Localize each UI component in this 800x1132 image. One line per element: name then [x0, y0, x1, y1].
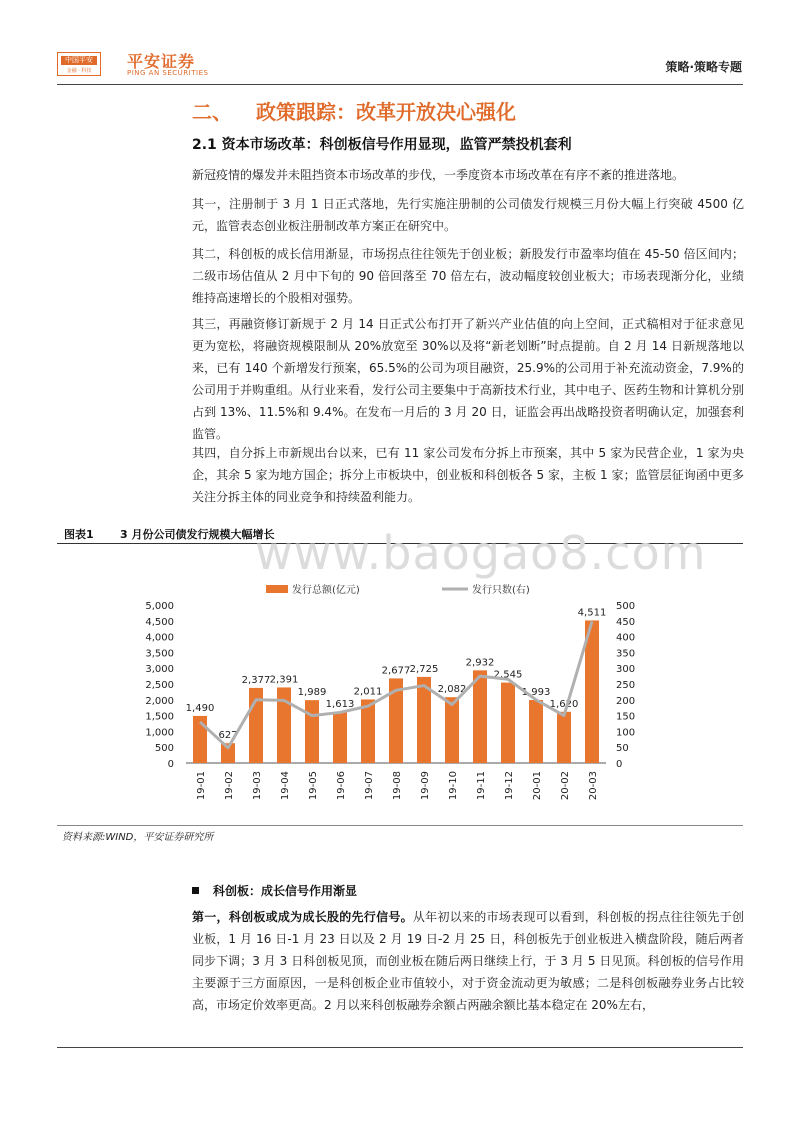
source-divider	[57, 825, 743, 826]
paragraph-body: 从年初以来的市场表现可以看到，科创板的拐点往往领先于创业板，1 月 16 日-1 月 23 日以及 2 月 19 日-2 月 25 日，科创板先于创业板进入横盘阶段，随后两者同步下调；3 月 3 日科创板见顶，而创业板在随后两日继续上行，于 3 月 5 日见顶。科创板的信号作用主要源于三方面原因，一是科创板企业市值较小，对于资金流动更为敏感；二是科创板融券业务占比较高，市场定价效率更高。2 月以来科创板融券余额占两融余额比基本稳定在 20%左右，	[192, 910, 744, 1012]
left-tick-label: 5,000	[145, 601, 174, 612]
left-tick-label: 2,000	[145, 695, 174, 707]
right-tick-label: 100	[616, 727, 636, 739]
x-tick-label: 19-05	[308, 771, 319, 801]
bar-value-label: 2,545	[493, 669, 523, 681]
left-tick-label: 3,000	[145, 664, 174, 676]
paragraph-4: 其四，自分拆上市新规出台以来，已有 11 家公司发布分拆上市预案，其中 5 家为民营企业，1 家为央企，其余 5 家为地方国企；拆分上市板块中，创业板和科创板各 5 家，主板 1 家；监管层征询函中更多关注分拆主体的同业竞争和持续盈利能力。	[192, 446, 744, 504]
right-tick-label: 50	[616, 743, 629, 755]
x-tick-label: 19-09	[420, 771, 431, 801]
chart-legend	[266, 583, 530, 596]
bar	[333, 712, 347, 763]
bar-value-label: 1,620	[549, 698, 579, 710]
right-tick-label: 150	[616, 711, 636, 723]
right-tick-label: 450	[616, 616, 636, 628]
right-tick-label: 0	[616, 759, 623, 770]
x-tick-label: 19-12	[504, 771, 515, 801]
bar-value-label: 1,993	[521, 687, 551, 699]
bar-value-label: 2,725	[409, 663, 439, 675]
paragraph-2: 其二，科创板的成长信用渐显，市场拐点往往领先于创业板；新股发行市盈率均值在 45-50 倍区间内；二级市场估值从 2 月中下旬的 90 倍回落至 70 倍左右，波动幅度较创业板大；市场表现渐分化，业绩维持高速增长的个股相对强势。	[192, 247, 744, 305]
right-axis	[616, 601, 635, 770]
brand-name-en: PING AN SECURITIES	[127, 69, 209, 77]
left-tick-label: 4,500	[145, 616, 174, 628]
paragraph-1: 其一，注册制于 3 月 1 日正式落地，先行实施注册制的公司债发行规模三月份大幅上行突破 4500 亿元，监管表态创业板注册制改革方案正在研究中。	[192, 197, 744, 233]
x-tick-label: 19-06	[336, 771, 347, 801]
x-tick-label: 19-07	[364, 771, 375, 801]
right-tick-label: 200	[616, 695, 636, 707]
legend-bar-label: 发行总额(亿元)	[292, 585, 360, 596]
x-tick-label: 20-02	[560, 771, 571, 801]
brand-name-cn: 平安证券	[127, 52, 196, 71]
paragraph-lead: 第一，科创板或成为成长股的先行信号。	[192, 910, 413, 924]
right-tick-label: 300	[616, 664, 636, 676]
bar	[473, 670, 487, 763]
subsection-heading: 2.1 资本市场改革：科创板信号作用显现，监管严禁投机套利	[192, 137, 572, 153]
paragraph-intro: 新冠疫情的爆发并未阻挡资本市场改革的步伐，一季度资本市场改革在有序不紊的推进落地。	[192, 168, 685, 182]
left-tick-label: 500	[154, 743, 174, 755]
right-tick-label: 350	[616, 648, 636, 660]
bar-value-label: 2,932	[465, 657, 495, 669]
right-tick-label: 400	[616, 632, 636, 644]
x-tick-label: 19-03	[252, 771, 263, 801]
bar-value-label: 627	[218, 730, 238, 742]
paragraph-kechuang	[192, 906, 744, 1016]
footer-divider	[57, 1047, 743, 1048]
bar	[361, 699, 375, 763]
x-tick-label: 19-08	[392, 771, 403, 801]
figure-title: 3 月份公司债发行规模大幅增长	[120, 528, 275, 541]
bar	[445, 697, 459, 763]
logo-sub: 金融 · 科技	[66, 68, 92, 74]
bar	[305, 700, 319, 763]
bar	[501, 683, 515, 763]
paragraph-3: 其三，再融资修订新规于 2 月 14 日正式公布打开了新兴产业估值的向上空间，正式稿相对于征求意见更为宽松，将融资规模限制从 20%放宽至 30%以及将“新老划断”时点提前。自 2 月 14 日新规落地以来，已有 140 个新增发行预案，65.5%的公司为项目融资，25.9%的公司用于补充流动资金，7.9%的公司用于并购重组。从行业来看，发行公司主要集中于高新技术行业，其中电子、医药生物和计算机分别占到 13%、11.5%和 9.4%。在发布一月后的 3 月 20 日，证监会再出战略投资者明确认定，加强套利监管。	[192, 317, 745, 441]
x-tick-label: 20-01	[532, 771, 543, 801]
x-tick-label: 20-03	[588, 771, 599, 801]
bar-value-label: 2,011	[353, 686, 383, 698]
bar-value-label: 1,490	[185, 702, 215, 714]
x-tick-label: 19-01	[196, 771, 207, 801]
figure-label: 图表1	[64, 528, 94, 541]
x-tick-label: 19-10	[448, 771, 459, 801]
bar	[529, 700, 543, 763]
bullet-title: 科创板：成长信号作用渐显	[213, 884, 358, 898]
bar-value-label: 1,613	[325, 699, 355, 711]
square-bullet-icon	[192, 887, 199, 894]
bar-value-label: 2,677	[381, 665, 411, 677]
bar-value-label: 2,391	[269, 674, 299, 686]
x-tick-label: 19-11	[476, 771, 487, 801]
right-tick-label: 500	[616, 601, 636, 612]
legend-bar-swatch	[266, 585, 288, 593]
x-tick-label: 19-04	[280, 771, 291, 801]
section-number: 二、	[192, 100, 232, 124]
figure-source: 资料来源:WIND，平安证券研究所	[62, 832, 214, 843]
bar	[277, 687, 291, 763]
x-tick-label: 19-02	[224, 771, 235, 801]
x-axis-labels	[196, 771, 599, 800]
watermark: www.baogao8.com	[255, 526, 707, 580]
left-tick-label: 0	[167, 759, 174, 770]
bullet-heading	[192, 882, 357, 899]
bar-value-label: 4,511	[577, 607, 607, 619]
bar-value-label: 1,989	[297, 687, 327, 699]
bar	[557, 712, 571, 763]
left-tick-label: 1,500	[145, 711, 174, 723]
right-tick-label: 250	[616, 680, 636, 691]
legend-line-label: 发行只数(右)	[472, 585, 530, 596]
left-tick-label: 3,500	[145, 648, 174, 660]
bar-value-label: 2,377	[241, 674, 271, 686]
section-title: 政策跟踪：改革开放决心强化	[256, 100, 516, 124]
left-tick-label: 2,500	[145, 680, 174, 691]
left-tick-label: 4,000	[145, 632, 174, 644]
logo-text: 中国平安	[61, 56, 97, 65]
bar-value-label: 2,082	[437, 684, 467, 696]
left-tick-label: 1,000	[145, 727, 174, 739]
left-axis	[145, 601, 174, 770]
report-category: 策略·策略专题	[665, 60, 742, 74]
